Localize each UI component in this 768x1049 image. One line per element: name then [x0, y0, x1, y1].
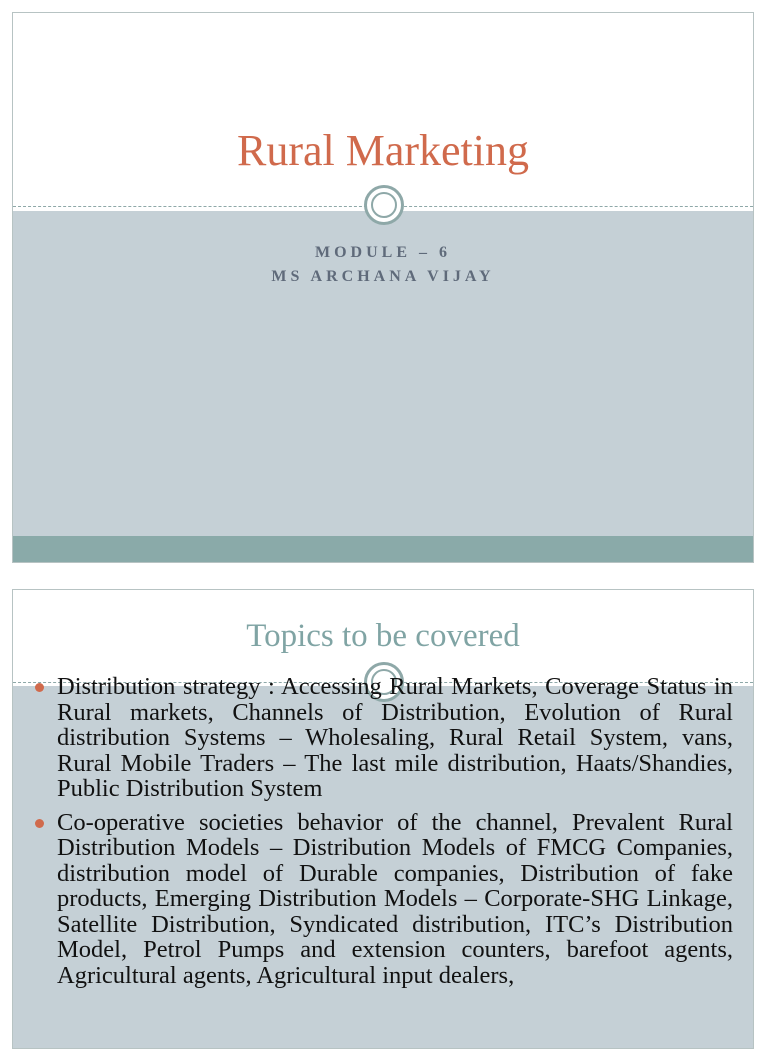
- ring-ornament-icon: [364, 185, 404, 225]
- list-item-text: Co-operative societies behavior of the channel, Prevalent Rural Distribution Models – Distribution Models of FMCG Companies, distribution model of Durable companies, Distribution of fake products, Emerging Distribution Models – Corporate-SHG Linkage, Satellite Distribution, Syndicated distribution, ITC’s Distribution Model, Petrol Pumps and extension counters, barefoot agents, Agricultural agents, Agricultural input dealers,: [57, 808, 733, 989]
- subtitle: [13, 241, 753, 289]
- bullet-icon: [35, 683, 44, 692]
- module-label: MODULE – 6: [315, 244, 451, 261]
- topic-list: [35, 674, 733, 996]
- footer-bar: [13, 536, 753, 562]
- slide-title: [12, 12, 754, 563]
- list-item-text: Distribution strategy : Accessing Rural Markets, Coverage Status in Rural markets, Channels of Distribution, Evolution of Rural distribution Systems – Wholesaling, Rural Retail System, vans, Rural Mobile Traders – The last mile distribution, Haats/Shandies, Public Distribution System: [57, 673, 733, 802]
- list-item: [35, 674, 733, 802]
- author-name: MS ARCHANA VIJAY: [271, 268, 495, 285]
- slide-topics: [12, 589, 754, 1049]
- title-area: [13, 13, 753, 206]
- topics-title: Topics to be covered: [246, 618, 520, 654]
- subtitle-area: [13, 211, 753, 537]
- list-item: [35, 810, 733, 989]
- bullet-icon: [35, 819, 44, 828]
- slide-title-text: Rural Marketing: [236, 126, 530, 175]
